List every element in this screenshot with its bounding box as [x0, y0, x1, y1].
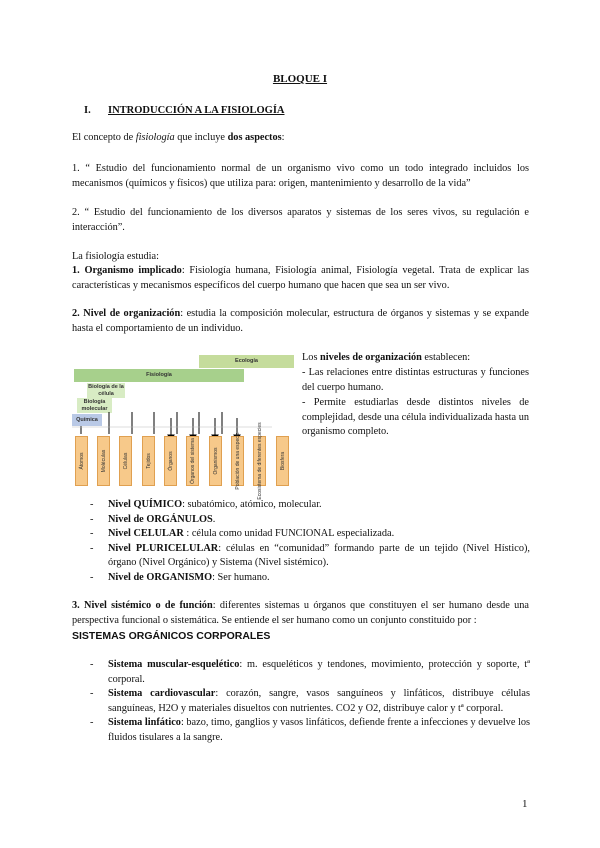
- levels-term: niveles de organización: [320, 352, 422, 363]
- level-label: Órganos del sistema: [189, 438, 196, 484]
- level-label: Tejidos: [145, 453, 152, 469]
- item-text: : células en “comunidad” formando parte de un tejido (Nivel Hístico), órgano (Nivel Orgánico) y Sistema (Nivel sistémico).: [108, 542, 531, 568]
- level-label: Moléculas: [100, 449, 107, 473]
- level-box: [253, 422, 266, 500]
- level-box: [186, 436, 199, 486]
- page-number: 1: [522, 798, 528, 810]
- item-text: : célula como unidad FUNCIONAL especializada.: [183, 528, 395, 539]
- list-item: [90, 513, 530, 528]
- list-item: [90, 687, 530, 716]
- paragraph-text: : estudia la composición molecular, estructura de órganos y sistemas y se expande hasta el comportamiento de un individuo.: [72, 308, 529, 334]
- section-heading: [84, 105, 285, 116]
- levels-text: establecen:: [421, 352, 471, 363]
- quimica-bar: Química: [72, 414, 102, 426]
- fisiologia-bar: Fisiología: [74, 369, 244, 382]
- paragraph-label: 3. Nivel sistémico o de función: [72, 600, 213, 611]
- level-box: [164, 436, 177, 486]
- section-title: INTRODUCCIÓN A LA FISIOLOGÍA: [108, 105, 285, 116]
- item-text: : bazo, timo, ganglios y vasos linfáticos, defiende frente a infecciones y devuelve los fluidos tisulares a la sangre.: [108, 717, 530, 743]
- list-item: [90, 716, 530, 745]
- page-title: BLOQUE I: [272, 73, 328, 85]
- intro-paragraph: [72, 131, 529, 146]
- section-number: I.: [84, 105, 91, 116]
- levels-intro: [302, 351, 529, 366]
- paragraph-nivel-organizacion: [72, 307, 529, 336]
- item-text: : m. esqueléticos y tendones, movimiento, protección y soporte, tª corporal.: [108, 659, 530, 685]
- level-label: Órganos: [167, 451, 174, 471]
- levels-point-2: - Permite estudiarlas desde distintos niveles de complejidad, desde una célula individualizada hasta un organismo completo.: [302, 397, 529, 437]
- paragraph-organismo: [72, 264, 529, 293]
- biologia-celula-bar: Biología de la célula: [88, 384, 124, 397]
- level-label: Biosfera: [279, 451, 286, 471]
- paragraph-text: : diferentes sistemas u órganos que constituyen el ser humano desde una perspectiva funcional o sistemática. Se entiende el ser humano como un conjunto constituido por :: [72, 600, 529, 626]
- level-label: Ecosistema de diferentes especies: [256, 422, 263, 500]
- level-box: [276, 436, 289, 486]
- list-item: [90, 658, 530, 687]
- levels-text: Los: [302, 352, 321, 363]
- levels-point-1: - Las relaciones entre distintas estructuras y funciones del cuerpo humano.: [302, 367, 529, 393]
- definition-2: 2. “ Estudio del funcionamiento de los diversos aparatos y sistemas de los seres vivos, su regulación e interacción”.: [72, 207, 529, 233]
- definition-1: 1. “ Estudio del funcionamiento normal de un organismo vivo como un todo integrado incluidos los mecanismos (químicos y físicos) que utiliza para: origen, mantenimiento y desarrollo de la vida”: [72, 163, 529, 189]
- item-label: Nivel de ORGÁNULOS: [108, 513, 213, 525]
- level-label: Organismos: [212, 447, 219, 475]
- item-label: Sistema muscular-esquelético: [108, 659, 240, 670]
- item-label: Sistema linfático: [108, 717, 181, 728]
- level-label: Células: [122, 452, 129, 470]
- organization-levels-diagram: [72, 352, 294, 500]
- biologia-molecular-bar: Biología molecular: [77, 398, 112, 413]
- list-item: [90, 527, 530, 542]
- sistemas-heading: SISTEMAS ORGÁNICOS CORPORALES: [72, 630, 271, 642]
- level-box: [209, 436, 222, 486]
- item-text: : subatómico, atómico, molecular.: [182, 499, 322, 510]
- item-label: Nivel QUÍMICO: [108, 499, 183, 510]
- item-label: Nivel CELULAR: [108, 528, 184, 539]
- paragraph-label: 1. Organismo implicado: [72, 265, 182, 276]
- intro-text: que incluye: [174, 132, 228, 143]
- paragraph-nivel-sistemico: [72, 599, 529, 628]
- item-label: Nivel de ORGANISMO: [108, 571, 213, 583]
- level-label: Átomos: [78, 452, 85, 470]
- intro-emphasis: dos aspectos: [227, 132, 282, 143]
- paragraph-text: : Fisiología humana, Fisiología animal, Fisiología vegetal. Trata de explicar las características y mecanismos específicos del cuerpo humano que hacen que sea un ser vivo.: [72, 265, 529, 291]
- list-item: [90, 571, 530, 586]
- intro-term: fisiología: [135, 132, 175, 143]
- level-box: [97, 436, 110, 486]
- intro-text: El concepto de: [72, 132, 136, 143]
- item-text: .: [212, 513, 216, 525]
- ecologia-bar: Ecología: [199, 355, 294, 368]
- list-item: [90, 542, 530, 571]
- intro-text: :: [281, 132, 285, 143]
- level-label: Población de una especie: [234, 432, 241, 490]
- item-label: Sistema cardiovascular: [108, 688, 216, 699]
- item-label: Nivel PLURICELULAR: [108, 542, 219, 554]
- list-item: [90, 498, 530, 513]
- sistemas-list: [90, 658, 530, 745]
- item-text: : Ser humano.: [212, 571, 270, 583]
- level-box: [119, 436, 132, 486]
- studies-label: La fisiología estudia:: [72, 251, 159, 262]
- level-box: [231, 432, 244, 490]
- levels-list: [90, 498, 530, 585]
- level-box: [142, 436, 155, 486]
- level-box: [75, 436, 88, 486]
- paragraph-label: 2. Nivel de organización: [72, 308, 181, 319]
- item-text: : corazón, sangre, vasos sanguíneos y linfáticos, distribuye células sanguíneas, H2O y materiales disueltos con nutrientes. CO2 y O2, distribuye calor y tª corporal.: [108, 688, 530, 714]
